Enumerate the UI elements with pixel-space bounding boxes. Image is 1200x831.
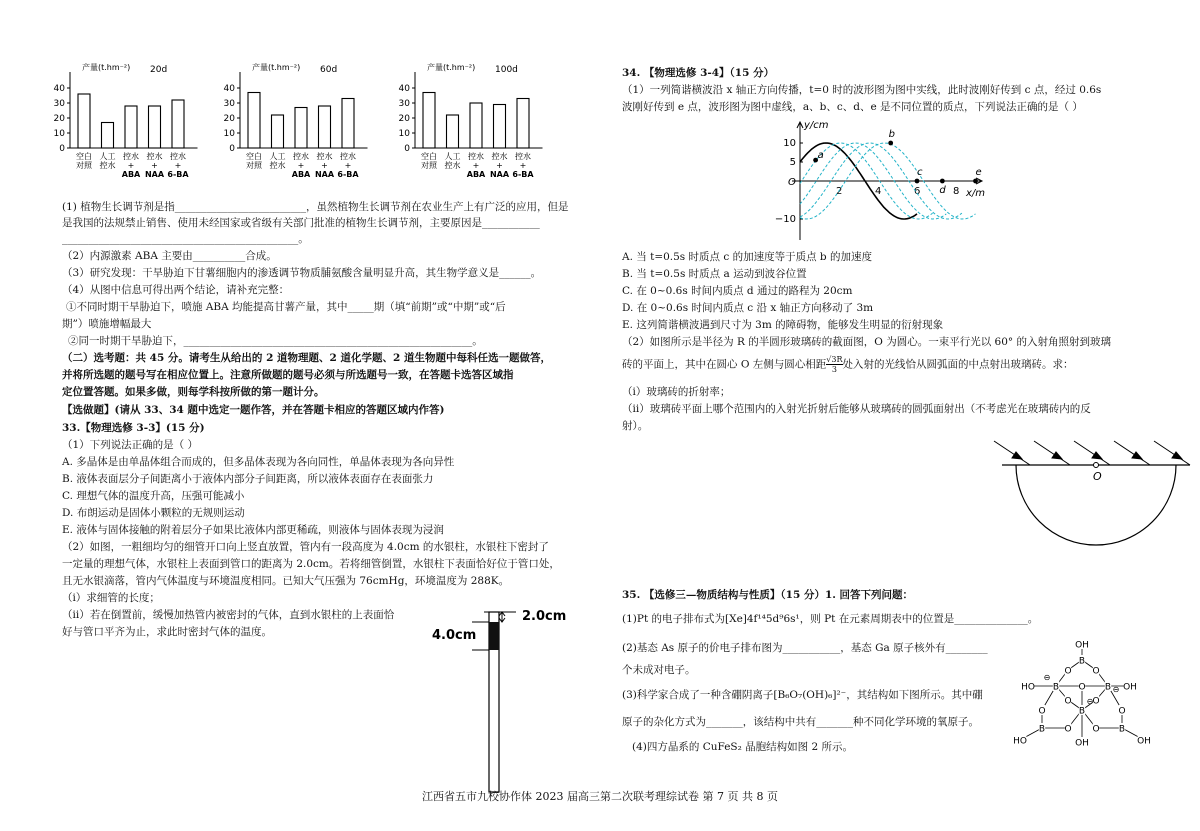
y-tick-label: 10: [223, 129, 235, 139]
y-tick-label: 10: [783, 138, 796, 149]
tube-diagram: [432, 606, 582, 806]
q34-part2-ii-line1: （ii）玻璃砖平面上哪个范围内的入射光折射后能够从玻璃砖的圆弧面射出（不考虑光在玻璃砖内的反: [622, 403, 1091, 415]
q34-option-d: D. 在 0~0.6s 时间内质点 c 沿 x 轴正方向移动了 3m: [622, 302, 874, 314]
bar-控水+6-BA: [342, 99, 354, 149]
atom-OH_r: OH: [1123, 682, 1137, 693]
q33-option-a: A. 多晶体是由单晶体组合而成的，但多晶体表现为各向同性，单晶体表现为各向异性: [62, 456, 455, 468]
glass-center-label: O: [1093, 470, 1102, 483]
bar-人工控水: [102, 123, 114, 149]
x-tick-label: NAA: [144, 170, 165, 179]
q4-part2: ②同一时期干旱胁迫下，_______________________________________________________。: [68, 335, 483, 347]
origin-label: O: [788, 177, 796, 188]
y-tick-label: 10: [398, 129, 410, 139]
x-tick-label: +: [127, 161, 135, 170]
x-tick-label: 人工: [444, 152, 461, 161]
wave-diagram: [770, 118, 990, 248]
q34-option-a: A. 当 t=0.5s 时质点 c 的加速度等于质点 b 的加速度: [622, 251, 872, 263]
y-tick-label: 40: [223, 84, 235, 94]
x-tick-label: 6: [914, 186, 921, 197]
q34-option-c: C. 在 0~0.6s 时间内质点 d 通过的路程为 20cm: [622, 285, 853, 297]
bar-控水+6-BA: [517, 99, 529, 149]
q2-text: （2）内源激素 ABA 主要由__________合成。: [62, 250, 277, 262]
x-tick-label: NAA: [314, 170, 335, 179]
bar-空白对照: [78, 94, 90, 148]
bar-控水+NAA: [319, 106, 331, 148]
x-tick-label: +: [472, 161, 480, 170]
y-axis-label: 产量(t.hm⁻²): [252, 63, 301, 72]
atom-B3: B: [1104, 682, 1112, 693]
q1-line-3: _____________________________________________。: [62, 233, 309, 245]
q35-part3-line2: 原子的杂化方式为_______，该结构中共有_______种不同化学环境的氧原子。: [622, 716, 979, 728]
q33-option-e: E. 液体与固体接触的附着层分子如果比液体内部更稀疏，则液体与固体表现为浸润: [62, 524, 444, 536]
x-tick-label: 控水: [491, 152, 508, 161]
q3-text: （3）研究发现：干旱胁迫下甘薯细胞内的渗透调节物质脯氨酸含量明显升高，其生物学意义是______。: [62, 267, 542, 279]
x-tick-label: 控水: [146, 152, 163, 161]
x-tick-label: 空白: [421, 152, 437, 161]
x-tick-label: 控水: [269, 161, 286, 170]
atom-O5: O: [1092, 696, 1100, 707]
bar-chart-20d: [54, 62, 198, 179]
bar-空白对照: [248, 93, 260, 149]
y-tick-label: 10: [53, 129, 65, 139]
x-tick-label: +: [519, 161, 527, 170]
chart-subtitle: 60d: [320, 65, 338, 75]
atom-OH_top: OH: [1075, 640, 1089, 651]
bar-控水+NAA: [149, 106, 161, 148]
y-tick-label: 0: [59, 144, 65, 154]
x-tick-label: 6-BA: [337, 170, 359, 179]
y-axis-label: y/cm: [804, 120, 829, 131]
y-axis-label: 产量(t.hm⁻²): [82, 63, 131, 72]
y-tick-label: 20: [53, 114, 65, 124]
bar-人工控水: [272, 115, 284, 148]
bar-控水+ABA: [470, 103, 482, 148]
x-tick-label: 6-BA: [512, 170, 534, 179]
bar-chart-100d: [399, 62, 543, 179]
x-tick-label: +: [496, 161, 503, 170]
x-tick-label: 控水: [293, 152, 309, 161]
q35-part2-line1: (2)基态 As 原子的价电子排布图为___________，基态 Ga 原子核外有________: [622, 642, 988, 654]
x-tick-label: 6-BA: [167, 170, 189, 179]
atom-HO_bl: HO: [1013, 736, 1027, 746]
point-label-c: c: [917, 167, 923, 178]
x-tick-label: 控水: [123, 152, 139, 161]
q33-option-d: D. 布朗运动是固体小颗粒的无规则运动: [62, 507, 245, 519]
choose-note: 【选做题】(请从 33、34 题中选定一题作答，并在答题卡相应的答题区域内作答): [62, 404, 445, 416]
atom-B4: B: [1078, 706, 1086, 717]
q35-part1-pre: (1)Pt 的电子排布式为: [622, 613, 725, 625]
q34-part2-ii-line2: 射）。: [622, 420, 649, 432]
x-tick-label: 人工: [269, 152, 286, 161]
borate-ion-formula: [B₆O₇(OH)₆]²⁻: [773, 689, 847, 701]
y-tick-label: 30: [398, 99, 410, 109]
q33-part2-line2: 一定量的理想气体，水银柱上表面到管口的距离为 2.0cm。若将细管倒置，水银柱下表面恰好位于管口处，: [62, 558, 560, 570]
x-tick-label: 控水: [170, 152, 186, 161]
x-tick-label: 对照: [76, 161, 92, 170]
x-tick-label: 对照: [246, 161, 262, 170]
y-tick-label: 40: [53, 84, 65, 94]
tube-side-label: 4.0cm: [432, 628, 477, 643]
atom-O2: O: [1092, 666, 1100, 677]
q33-title: 33.【物理选修 3-3】(15 分): [62, 422, 205, 434]
x-tick-label: ABA: [121, 170, 141, 179]
q35-part3-pre: (3)科学家合成了一种含硼阴离子: [622, 689, 774, 701]
x-tick-label: 4: [875, 186, 882, 197]
bar-空白对照: [423, 93, 435, 149]
x-tick-label: 控水: [316, 152, 333, 161]
point-label-b: b: [888, 129, 896, 140]
x-tick-label: +: [297, 161, 305, 170]
x-tick-label: 人工: [99, 152, 116, 161]
point-label-e: e: [975, 167, 982, 178]
x-tick-label: 8: [953, 186, 960, 197]
atom-O3: O: [1078, 682, 1086, 693]
x-tick-label: +: [174, 161, 182, 170]
y-tick-label: 0: [229, 144, 235, 154]
right-column: [600, 0, 1200, 831]
glass-semicircle-diagram: [990, 435, 1200, 575]
atom-O8: O: [1064, 724, 1072, 735]
q35-part1-post: ，则 Pt 在元素周期表中的位置是______________。: [799, 613, 1039, 625]
y-tick-label: 5: [789, 157, 796, 168]
x-tick-label: NAA: [489, 170, 510, 179]
q33-part2-line1: （2）如图，一粗细均匀的细管开口向上竖直放置，管内有一段高度为 4.0cm 的水银柱，水银柱下密封了: [62, 541, 549, 553]
q34-title: 34. 【物理选修 3-4】（15 分）: [622, 67, 775, 79]
y-tick-label: 0: [404, 144, 410, 154]
y-tick-label: 20: [223, 114, 235, 124]
point-label-a: a: [817, 150, 824, 162]
q34-part2-i: （i）玻璃砖的折射率；: [622, 386, 731, 398]
y-tick-label: −10: [774, 214, 796, 225]
bar-控水+ABA: [125, 106, 137, 148]
q34-part2-line2-pre: 砖的平面上，其中在圆心 O 左侧与圆心相距: [622, 358, 827, 371]
bar-charts: [40, 58, 600, 208]
point-e: [973, 179, 978, 184]
y-tick-label: 40: [398, 84, 410, 94]
q34-part2-line1: （2）如图所示是半径为 R 的半圆形玻璃砖的截面图，O 为圆心。一束平行光以 60° 的入射角照射到玻璃: [622, 336, 1111, 348]
atom-B5: B: [1038, 724, 1046, 735]
point-d: [940, 179, 945, 184]
q35-part2-line2: 个未成对电子。: [622, 664, 696, 676]
x-axis-label: x/m: [966, 188, 986, 199]
x-tick-label: 空白: [76, 152, 92, 161]
x-tick-label: 对照: [421, 161, 437, 170]
page-footer: 江西省五市九校协作体 2023 届高三第二次联考理综试卷 第 7 页 共 8 页: [422, 790, 778, 803]
atom-OH_b: OH: [1075, 738, 1089, 746]
q34-part2-line2-post: 处入射的光线恰从圆弧面的中点射出玻璃砖。求：: [842, 358, 1074, 371]
y-tick-label: 30: [223, 99, 235, 109]
y-axis-label: 产量(t.hm⁻²): [427, 63, 476, 72]
q35-part3-line1: [622, 688, 983, 702]
negative-charge: ⊖: [1086, 697, 1094, 706]
tube-top-label: 2.0cm: [522, 609, 567, 624]
q1-line-2: 是我国的法规禁止销售、使用未经国家或省级有关部门批准的植物生长调节剂，主要原因是___________: [62, 217, 540, 229]
q34-part2-line2: [622, 355, 1074, 374]
q34-option-e: E. 这列简谐横波遇到尺寸为 3m 的障碍物，能够发生明显的衍射现象: [622, 319, 944, 331]
x-tick-label: 控水: [340, 152, 356, 161]
q1-line-1: (1) 植物生长调节剂是指_________________________，虽然植物生长调节剂在农业生产上有广泛的应用，但是: [62, 201, 569, 213]
x-tick-label: 控水: [515, 152, 531, 161]
q33-option-b: B. 液体表面层分子间距离小于液体内部分子间距离，所以液体表面存在表面张力: [62, 473, 434, 485]
fraction-denominator: 3: [831, 365, 837, 374]
x-tick-label: +: [321, 161, 328, 170]
bar-控水+6-BA: [172, 100, 184, 148]
q4-text: （4）从图中信息可得出两个结论，请补充完整：: [62, 284, 290, 296]
point-c: [915, 179, 920, 184]
atom-HO_l: HO: [1021, 682, 1035, 693]
point-label-d: d: [939, 185, 946, 196]
fraction-numerator: √3R: [826, 355, 843, 364]
q34-part1-line2: 波刚好传到 e 点，波形图为图中虚线，a、b、c、d、e 是不同位置的质点，下列说法正确的是（ ）: [622, 101, 1083, 113]
q35-part3-post: ，其结构如下图所示。其中硼: [846, 689, 983, 701]
q35-part1: [622, 612, 1038, 626]
atom-B1: B: [1078, 656, 1086, 667]
section2-line1: （二）选考题：共 45 分。请考生从给出的 2 道物理题、2 道化学题、2 道生物题中每科任选一题做答，: [62, 352, 551, 364]
bar-控水+ABA: [295, 108, 307, 149]
fraction: [826, 355, 842, 374]
mercury-column: [489, 622, 499, 650]
y-tick-label: 20: [398, 114, 410, 124]
pt-electron-config: [Xe]4f¹⁴5d⁹6s¹: [725, 613, 800, 625]
bar-chart-60d: [224, 62, 368, 179]
x-tick-label: +: [344, 161, 352, 170]
section2-line2: 并将所选题的题号写在相应位置上。注意所做题的题号必须与所选题号一致，在答题卡选答区域指: [62, 369, 514, 381]
negative-charge: ⊖: [1112, 685, 1120, 694]
x-tick-label: ABA: [291, 170, 311, 179]
q4-part1-line1: ①不同时期干旱胁迫下，喷施 ABA 均能提高甘薯产量，其中_____期（填“前期”或“中期”或“后: [66, 301, 506, 313]
bar-控水+NAA: [494, 105, 506, 149]
x-tick-label: 控水: [468, 152, 484, 161]
atom-O1: O: [1064, 666, 1072, 677]
x-tick-label: 2: [836, 186, 843, 197]
atom-O6: O: [1038, 706, 1046, 717]
x-tick-label: +: [151, 161, 158, 170]
point-b: [888, 141, 893, 146]
y-tick-label: 30: [53, 99, 65, 109]
chart-subtitle: 100d: [495, 65, 518, 75]
borate-structure: [1012, 636, 1152, 746]
atom-O9: O: [1092, 724, 1100, 735]
center-point: [1094, 463, 1099, 468]
q33-part2-i: （i）求细管的长度；: [62, 592, 160, 604]
section2-line3: 定位置答题。如果多做，则每学科按所做的第一题计分。: [62, 386, 325, 398]
q4-part1-line2: 期”）喷施增幅最大: [62, 318, 152, 330]
chart-subtitle: 20d: [150, 65, 168, 75]
q33-option-c: C. 理想气体的温度升高，压强可能减小: [62, 490, 245, 502]
q35-title: 35. 【选修三—物质结构与性质】（15 分）1. 回答下列问题：: [622, 589, 914, 601]
q33-part2-ii-line1: （ii）若在倒置前，缓慢加热管内被密封的气体，直到水银柱的上表面恰: [62, 609, 395, 621]
q33-part2-line3: 且无水银滴落，管内气体温度与环境温度相同。已知大气压强为 76cmHg，环境温度为 288K。: [62, 575, 510, 587]
q34-part1-line1: （1）一列简谐横波沿 x 轴正方向传播，t=0 时的波形图为图中实线，此时波刚好传到 c 点，经过 0.6s: [622, 84, 1102, 96]
bar-人工控水: [447, 115, 459, 148]
x-tick-label: 空白: [246, 152, 262, 161]
q34-option-b: B. 当 t=0.5s 时质点 a 运动到波谷位置: [622, 268, 807, 280]
x-tick-label: 控水: [99, 161, 116, 170]
q33-part1: （1）下列说法正确的是（ ）: [62, 439, 199, 451]
negative-charge: ⊖: [1043, 673, 1051, 682]
x-tick-label: 控水: [444, 161, 461, 170]
atom-B6: B: [1118, 724, 1126, 735]
atom-OH_br: OH: [1137, 736, 1151, 746]
atom-O4: O: [1064, 696, 1072, 707]
incident-rays: [994, 441, 1190, 465]
atom-B2: B: [1052, 682, 1060, 693]
atom-O7: O: [1118, 706, 1126, 717]
x-tick-label: ABA: [466, 170, 486, 179]
q33-part2-ii-line2: 好与管口平齐为止，求此时密封气体的温度。: [62, 626, 272, 638]
q35-part4: (4)四方晶系的 CuFeS₂ 晶胞结构如图 2 所示。: [632, 741, 854, 753]
